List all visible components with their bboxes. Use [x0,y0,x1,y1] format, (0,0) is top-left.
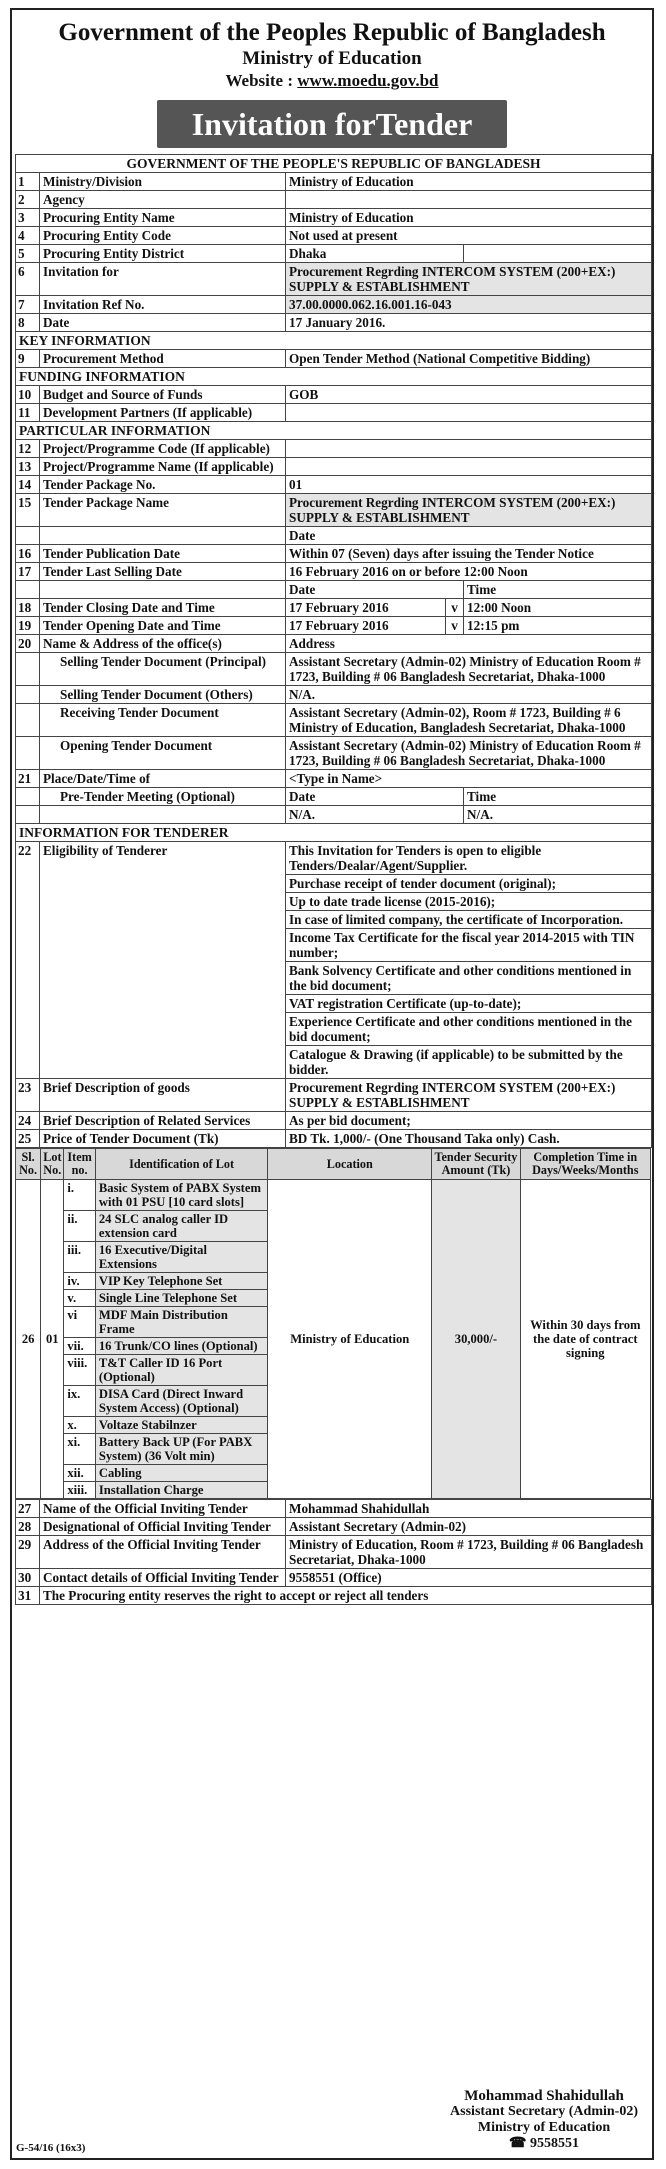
row-label: Tender Opening Date and Time [40,617,286,635]
table-row [16,296,652,314]
table-row [16,563,652,581]
row-value: GOB [286,386,652,404]
row-label: Contact details of Official Inviting Tender [40,1569,286,1587]
row-label: Address of the Official Inviting Tender [40,1536,286,1569]
lot-item-desc: Single Line Telephone Set [95,1290,267,1307]
telephone-icon: ☎ [509,2136,527,2151]
row-value: 01 [286,476,652,494]
row-check: v [446,599,464,617]
table-row [16,245,652,263]
row-value: Open Tender Method (National Competitive Bidding) [286,350,652,368]
row-number: 7 [16,296,40,314]
row-label: Invitation Ref No. [40,296,286,314]
table-row [16,191,652,209]
table-row [16,1112,652,1130]
table-row [16,1569,652,1587]
row-number: 5 [16,245,40,263]
row-value: Dhaka [286,245,464,263]
row-value: Mohammad Shahidullah [286,1500,652,1518]
row-number: 3 [16,209,40,227]
row-value: <Type in Name> [286,770,652,788]
lot-item-no: i. [64,1180,96,1211]
row-label: Place/Date/Time of [40,770,286,788]
table-row [16,686,652,704]
date-header: Date [286,788,464,806]
lot-header-lot: Lot No. [41,1149,64,1180]
section-key-information: KEY INFORMATION [16,332,652,350]
lot-item-desc: T&T Caller ID 16 Port (Optional) [95,1355,267,1386]
table-row [16,1587,652,1605]
section-funding-information: FUNDING INFORMATION [16,368,652,386]
table-row [16,227,652,245]
table-row [16,350,652,368]
lot-location: Ministry of Education [268,1180,432,1499]
table-row [16,770,652,788]
lot-sl-number: 26 [16,1180,41,1499]
website-line [12,70,652,92]
row-number: 20 [16,635,40,653]
table-row [16,1500,652,1518]
lot-header-security: Tender Security Amount (Tk) [432,1149,520,1180]
eligibility-item: In case of limited company, the certificate of Incorporation. [286,911,652,929]
eligibility-item: Catalogue & Drawing (if applicable) to be submitted by the bidder. [286,1046,652,1079]
ministry-title: Ministry of Education [242,48,422,69]
row-time: 12:15 pm [464,617,652,635]
row-label: Project/Programme Name (If applicable) [40,458,286,476]
website-link[interactable]: www.moedu.gov.bd [297,71,439,90]
signatory-ministry: Ministry of Education [477,2120,611,2135]
table-row [16,617,652,635]
row-number: 17 [16,563,40,581]
row-label: Invitation for [40,263,286,296]
table-row [16,737,652,770]
lot-header-sl: Sl. No. [16,1149,41,1180]
table-row [16,1130,652,1148]
table-row [16,386,652,404]
signatory-phone: 9558551 [530,2136,579,2151]
table-row [16,494,652,527]
row-label: Tender Publication Date [40,545,286,563]
table-row [16,1536,652,1569]
lot-item-no: xiii. [64,1482,96,1499]
row-value: As per bid document; [286,1112,652,1130]
tender-tail-table [15,1499,652,1605]
row-number: 11 [16,404,40,422]
row-date: 17 February 2016 [286,617,446,635]
row-number: 18 [16,599,40,617]
table-row [16,1518,652,1536]
lot-header-identification: Identification of Lot [95,1149,267,1180]
signatory-name: Mohammad Shahidullah [464,2088,624,2104]
row-number: 1 [16,173,40,191]
row-label: Receiving Tender Document [40,704,286,737]
table-row [16,314,652,332]
invitation-banner: Invitation forTender [157,100,507,148]
row-value: Procurement Regrding INTERCOM SYSTEM (200+EX:) SUPPLY & ESTABLISHMENT [286,263,652,296]
lot-item-desc: 24 SLC analog caller ID extension card [95,1211,267,1242]
row-label: Tender Package Name [40,494,286,527]
table-row [16,635,652,653]
row-number: 25 [16,1130,40,1148]
signature-block [450,2088,638,2152]
row-number: 15 [16,494,40,527]
row-number: 31 [16,1587,40,1605]
table-row [16,263,652,296]
eligibility-item: Purchase receipt of tender document (original); [286,875,652,893]
row-number: 8 [16,314,40,332]
row-label: Tender Last Selling Date [40,563,286,581]
table-row [16,704,652,737]
lot-item-no: vi [64,1307,96,1338]
row-value: Within 07 (Seven) days after issuing the Tender Notice [286,545,652,563]
row-value: Assistant Secretary (Admin-02) [286,1518,652,1536]
row-label: Project/Programme Code (If applicable) [40,440,286,458]
lot-item-desc: 16 Executive/Digital Extensions [95,1242,267,1273]
row-label: Agency [40,191,286,209]
lot-item-no: ii. [64,1211,96,1242]
row-number: 30 [16,1569,40,1587]
lot-item-desc: 16 Trunk/CO lines (Optional) [95,1338,267,1355]
table-row [16,599,652,617]
row-value: The Procuring entity reserves the right to accept or reject all tenders [40,1587,652,1605]
table-title: GOVERNMENT OF THE PEOPLE'S REPUBLIC OF BANGLADESH [16,155,652,173]
time-header: Time [464,788,652,806]
table-row [16,653,652,686]
row-value: Ministry of Education, Room # 1723, Building # 06 Bangladesh Secretariat, Dhaka-1000 [286,1536,652,1569]
row-label: Procuring Entity District [40,245,286,263]
row-label: Procuring Entity Name [40,209,286,227]
section-particular-information: PARTICULAR INFORMATION [16,422,652,440]
date-header: Date [286,581,464,599]
tender-info-table [15,154,652,1148]
lot-item-desc: MDF Main Distribution Frame [95,1307,267,1338]
row-label: Pre-Tender Meeting (Optional) [40,788,286,806]
row-value: 9558551 (Office) [286,1569,652,1587]
row-time: 12:00 Noon [464,599,652,617]
table-row [16,458,652,476]
row-number: 29 [16,1536,40,1569]
time-header: Time [464,581,652,599]
row-value: Assistant Secretary (Admin-02) Ministry of Education Room # 1723, Building # 06 Bangladesh Secretariat, Dhaka-1000 [286,653,652,686]
lot-item-no: v. [64,1290,96,1307]
row-number: 22 [16,842,40,1079]
lot-table [15,1148,651,1499]
row-number: 4 [16,227,40,245]
row-label: Eligibility of Tenderer [40,842,286,1079]
row-value: 17 January 2016. [286,314,652,332]
lot-item-desc: Voltaze Stabilnzer [95,1417,267,1434]
row-value: Procurement Regrding INTERCOM SYSTEM (200+EX:) SUPPLY & ESTABLISHMENT [286,1079,652,1112]
row-number: 28 [16,1518,40,1536]
row-value: Address [286,635,652,653]
row-value: Assistant Secretary (Admin-02) Ministry of Education Room # 1723, Building # 06 Bangladesh Secretariat, Dhaka-1000 [286,737,652,770]
lot-item-desc: VIP Key Telephone Set [95,1273,267,1290]
table-row [16,440,652,458]
row-number: 2 [16,191,40,209]
row-label: Selling Tender Document (Others) [40,686,286,704]
lot-item-no: vii. [64,1338,96,1355]
signatory-title: Assistant Secretary (Admin-02) [450,2104,638,2119]
table-row [16,173,652,191]
row-number: 9 [16,350,40,368]
lot-header-location: Location [268,1149,432,1180]
row-value [286,440,652,458]
row-value: Ministry of Education [286,209,652,227]
website-label: Website : [225,71,298,90]
lot-item-row [16,1180,651,1211]
row-value [286,191,652,209]
lot-item-desc: Basic System of PABX System with 01 PSU [10 card slots] [95,1180,267,1211]
date-header: Date [286,527,652,545]
table-row [16,476,652,494]
lot-item-no: xi. [64,1434,96,1465]
row-number: 23 [16,1079,40,1112]
row-value [286,458,652,476]
row-label: Procuring Entity Code [40,227,286,245]
lot-item-desc: Battery Back UP (For PABX System) (36 Volt min) [95,1434,267,1465]
table-row [16,1079,652,1112]
row-label: Brief Description of goods [40,1079,286,1112]
table-row [16,404,652,422]
row-value: N/A. [286,686,652,704]
lot-security: 30,000/- [432,1180,520,1499]
row-number: 16 [16,545,40,563]
row-number: 19 [16,617,40,635]
eligibility-item: Income Tax Certificate for the fiscal year 2014-2015 with TIN number; [286,929,652,962]
row-label: Date [40,314,286,332]
row-number: 14 [16,476,40,494]
lot-item-no: ix. [64,1386,96,1417]
row-label: Tender Package No. [40,476,286,494]
row-number: 24 [16,1112,40,1130]
row-label: Selling Tender Document (Principal) [40,653,286,686]
row-value: Not used at present [286,227,652,245]
row-date: 17 February 2016 [286,599,446,617]
lot-header-item: Item no. [64,1149,96,1180]
row-number: 12 [16,440,40,458]
row-label: Name of the Official Inviting Tender [40,1500,286,1518]
row-label: Development Partners (If applicable) [40,404,286,422]
lot-item-no: iii. [64,1242,96,1273]
row-value: Ministry of Education [286,173,652,191]
lot-item-desc: Cabling [95,1465,267,1482]
table-row [16,545,652,563]
row-label: Budget and Source of Funds [40,386,286,404]
row-number: 27 [16,1500,40,1518]
eligibility-item: Up to date trade license (2015-2016); [286,893,652,911]
lot-header-row [16,1149,651,1180]
row-label: Name & Address of the office(s) [40,635,286,653]
row-value: 37.00.0000.062.16.001.16-043 [286,296,652,314]
lot-item-desc: DISA Card (Direct Inward System Access) (Optional) [95,1386,267,1417]
eligibility-item: Bank Solvency Certificate and other conditions mentioned in the bid document; [286,962,652,995]
row-label: Brief Description of Related Services [40,1112,286,1130]
row-label: Ministry/Division [40,173,286,191]
row-label: Designational of Official Inviting Tender [40,1518,286,1536]
row-empty [464,245,652,263]
row-value: Assistant Secretary (Admin-02), Room # 1723, Building # 6 Ministry of Education, Bangladesh Secretariat, Dhaka-1000 [286,704,652,737]
lot-header-completion: Completion Time in Days/Weeks/Months [520,1149,650,1180]
eligibility-item: Experience Certificate and other conditions mentioned in the bid document; [286,1013,652,1046]
row-number: 6 [16,263,40,296]
row-date: N/A. [286,806,464,824]
lot-item-no: viii. [64,1355,96,1386]
lot-number: 01 [41,1180,64,1499]
row-value [286,404,652,422]
row-label: Procurement Method [40,350,286,368]
row-label: Tender Closing Date and Time [40,599,286,617]
row-time: N/A. [464,806,652,824]
row-value: Procurement Regrding INTERCOM SYSTEM (200+EX:) SUPPLY & ESTABLISHMENT [286,494,652,527]
notice-header [12,18,652,148]
row-value: BD Tk. 1,000/- (One Thousand Taka only) Cash. [286,1130,652,1148]
table-row [16,209,652,227]
section-information-for-tenderer: INFORMATION FOR TENDERER [16,824,652,842]
eligibility-item: This Invitation for Tenders is open to eligible Tenders/Dealar/Agent/Supplier. [286,842,652,875]
lot-item-no: x. [64,1417,96,1434]
eligibility-item: VAT registration Certificate (up-to-date); [286,995,652,1013]
row-label: Price of Tender Document (Tk) [40,1130,286,1148]
table-row [16,842,652,875]
government-title: Government of the Peoples Republic of Bangladesh [58,19,606,46]
lot-completion: Within 30 days from the date of contract signing [520,1180,650,1499]
lot-item-desc: Installation Charge [95,1482,267,1499]
tender-notice [10,8,654,2160]
row-number: 13 [16,458,40,476]
row-number: 10 [16,386,40,404]
lot-item-no: iv. [64,1273,96,1290]
row-label: Opening Tender Document [40,737,286,770]
row-value: 16 February 2016 on or before 12:00 Noon [286,563,652,581]
lot-item-no: xii. [64,1465,96,1482]
row-number: 21 [16,770,40,788]
row-check: v [446,617,464,635]
gazette-reference: G-54/16 (16x3) [16,2142,86,2154]
signatory-phone-line [450,2136,638,2152]
